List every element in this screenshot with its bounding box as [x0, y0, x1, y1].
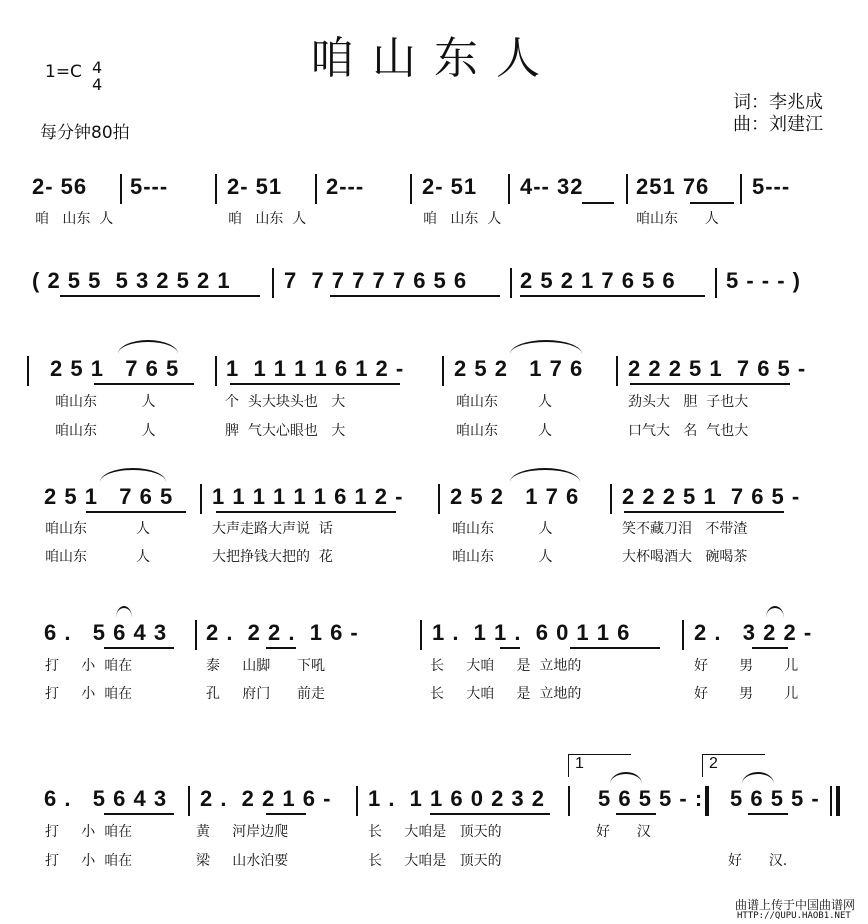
underline	[230, 383, 400, 385]
lyric: 打 小 咱在	[45, 686, 133, 702]
lyric: 梁 山水泊要	[196, 853, 289, 869]
tempo-marking: 每分钟80拍	[40, 123, 130, 143]
lyric: 好 汉.	[728, 853, 788, 869]
lyric: 孔 府门 前走	[206, 686, 325, 702]
time-signature-top: 4	[92, 58, 103, 77]
lyric: 长 大咱 是 立地的	[430, 686, 582, 702]
underline	[582, 202, 614, 204]
measure: 4-- 32	[520, 174, 584, 199]
lyric: 好 汉	[596, 824, 651, 840]
barline	[568, 786, 570, 816]
measure: 1 1 1 1 1 6 1 2 -	[226, 356, 405, 381]
underline	[86, 511, 186, 513]
lyric: 长 大咱 是 立地的	[430, 658, 582, 674]
barline	[740, 174, 742, 204]
underline	[616, 813, 656, 815]
composer-credit: 曲：刘建江	[733, 114, 823, 135]
measure: 5---	[130, 174, 169, 199]
underline	[690, 202, 734, 204]
measure: 2- 51	[422, 174, 478, 199]
lyric: 打 小 咱在	[45, 824, 133, 840]
lyric: 咱山东 人	[452, 549, 553, 565]
barline	[715, 268, 717, 298]
lyric: 长 大咱是 顶天的	[368, 824, 502, 840]
lyric: 脾 气大心眼也 大	[225, 423, 346, 439]
measure: 2 5 2 1 7 6 5 6	[520, 268, 676, 293]
lyric: 咱山东 人	[55, 423, 156, 439]
underline	[570, 647, 660, 649]
measure: 2 2 2 5 1 7 6 5 -	[622, 484, 801, 509]
underline	[104, 647, 174, 649]
barline	[215, 356, 217, 386]
measure: 5 - - - )	[726, 268, 801, 293]
barline	[188, 786, 190, 816]
volta-1-number: 1	[575, 755, 584, 772]
system-6-notes	[30, 755, 850, 816]
lyric: 大把挣钱大把的 花	[212, 549, 333, 565]
repeat-end-barline	[705, 786, 709, 816]
measure: 2 . 2 2 . 1 6 -	[206, 620, 359, 645]
volta-2-measure: 5 6 5 5 -	[730, 786, 820, 811]
lyric: 好 男 儿	[694, 658, 799, 674]
slur	[510, 340, 582, 354]
underline	[430, 813, 550, 815]
lyric: 咱山东 人	[452, 521, 553, 537]
measure: 2 5 2 1 7 6	[450, 484, 580, 509]
lyric: 咱山东 人	[456, 394, 553, 410]
lyric: 打 小 咱在	[45, 853, 133, 869]
lyric: 咱山东 人	[55, 394, 156, 410]
underline	[94, 383, 194, 385]
slur	[510, 468, 580, 482]
measure: 6 . 5 6 4 3	[44, 620, 168, 645]
lyric: 黄 河岸边爬	[196, 824, 289, 840]
song-title: 咱山东人	[310, 33, 558, 84]
lyric: 劲头大 胆 子也大	[628, 394, 749, 410]
measure: 1 . 1 1 . 6 0 1 1 6	[432, 620, 631, 645]
underline	[104, 813, 174, 815]
barline	[610, 484, 612, 514]
lyric: 笑不藏刀泪 不带渣	[622, 521, 748, 537]
volta-1-measure: 5 6 5 5 - :	[598, 786, 704, 811]
measure: 2 . 2 2 1 6 -	[200, 786, 332, 811]
underline	[624, 511, 784, 513]
barline	[682, 620, 684, 650]
barline	[356, 786, 358, 816]
measure: 2 5 2 1 7 6	[454, 356, 584, 381]
system-4-notes	[30, 484, 850, 514]
measure: 2---	[326, 174, 365, 199]
lyric: 咱山东 人	[45, 549, 150, 565]
time-signature	[92, 59, 102, 93]
lyric: 咱 山东 人	[35, 211, 114, 227]
underline	[266, 813, 306, 815]
slur	[100, 468, 166, 482]
lyric: 个 头大块头也 大	[225, 394, 346, 410]
barline	[195, 620, 197, 650]
measure: 2- 51	[227, 174, 283, 199]
footer-site: 曲谱上传于中国曲谱网	[735, 898, 856, 912]
system-5-notes	[30, 620, 850, 650]
barline	[510, 268, 512, 298]
lyric: 打 小 咱在	[45, 658, 133, 674]
underline	[630, 383, 790, 385]
measure: 1 . 1 1 6 0 2 3 2	[368, 786, 546, 811]
lyric: 口气大 名 气也大	[628, 423, 749, 439]
barline	[315, 174, 317, 204]
key-signature: 1=C	[45, 62, 82, 82]
underline	[500, 647, 520, 649]
barline	[410, 174, 412, 204]
measure: 2 2 2 5 1 7 6 5 -	[628, 356, 807, 381]
final-barline-thick	[836, 786, 840, 816]
barline	[508, 174, 510, 204]
underline	[330, 295, 500, 297]
system-3-notes	[30, 356, 850, 386]
measure: 6 . 5 6 4 3	[44, 786, 168, 811]
time-signature-bottom: 4	[92, 75, 103, 94]
lyric: 大声走路大声说 话	[212, 521, 333, 537]
lyric: 咱 山东 人	[423, 211, 502, 227]
lyric: 泰 山脚 下吼	[206, 658, 325, 674]
lyric: 咱山东 人	[45, 521, 150, 537]
underline	[520, 295, 705, 297]
lyric: 咱山东 人	[636, 211, 719, 227]
barline	[442, 356, 444, 386]
slur	[610, 772, 642, 784]
lyric: 咱 山东 人	[228, 211, 307, 227]
footer-url: HTTP://QUPU.HAOB1.NET	[737, 911, 851, 921]
barline	[215, 174, 217, 204]
system-2-notes	[30, 268, 850, 298]
barline	[120, 174, 122, 204]
underline	[216, 511, 396, 513]
barline	[626, 174, 628, 204]
slur	[118, 340, 178, 354]
measure: 2 5 1 7 6 5	[44, 484, 174, 509]
barline	[272, 268, 274, 298]
slur	[766, 606, 784, 618]
underline	[752, 647, 788, 649]
final-barline-thin	[830, 786, 832, 816]
lyric: 大杯喝酒大 碗喝茶	[622, 549, 748, 565]
measure: 251 76	[636, 174, 710, 199]
lyricist-credit: 词：李兆成	[733, 92, 823, 113]
measure: 5---	[752, 174, 791, 199]
underline	[266, 647, 296, 649]
barline	[438, 484, 440, 514]
underline	[748, 813, 788, 815]
barline	[420, 620, 422, 650]
system-1-notes	[30, 174, 850, 204]
slur	[116, 606, 132, 618]
measure: 2 5 1 7 6 5	[50, 356, 180, 381]
lyric: 长 大咱是 顶天的	[368, 853, 502, 869]
lyric: 咱山东 人	[456, 423, 553, 439]
measure: ( 2 5 5 5 3 2 5 2 1	[32, 268, 231, 293]
measure: 1 1 1 1 1 1 6 1 2 -	[212, 484, 404, 509]
measure: 2- 56	[32, 174, 88, 199]
underline	[60, 295, 260, 297]
barline	[200, 484, 202, 514]
volta-2-number: 2	[709, 755, 718, 772]
barline	[616, 356, 618, 386]
measure: 7 7 7 7 7 7 6 5 6	[284, 268, 468, 293]
slur	[742, 772, 774, 784]
repeat-start-barline	[27, 356, 29, 386]
measure: 2 . 3 2 2 -	[694, 620, 813, 645]
lyric: 好 男 儿	[694, 686, 799, 702]
